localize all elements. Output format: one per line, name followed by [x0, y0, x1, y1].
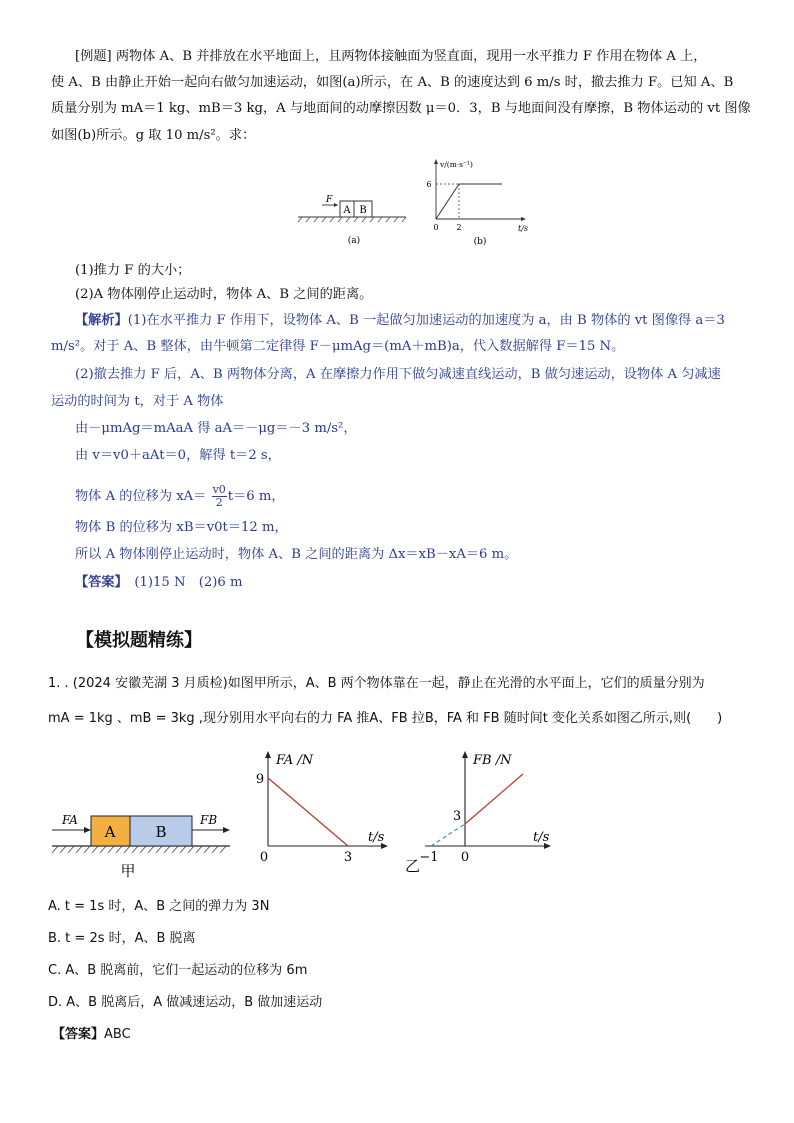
fa-xtick: 3: [343, 850, 353, 865]
figure-b-xtick: 2: [456, 223, 462, 232]
force-label: F: [326, 195, 333, 205]
problem-line-2: mA = 1kg 、mB = 3kg ,现分别用水平向右的力 FA 推A、FB 拉B，FA 和 FB 随时间t 变化关系如图乙所示,则( ): [48, 711, 723, 726]
answer-text: (1)15 N (2)6 m: [134, 575, 243, 590]
example-line-4: 如图(b)所示。g 取 10 m/s²。求：: [51, 128, 256, 143]
option-a: A. t = 1s 时，A、B 之间的弹力为 3N: [48, 899, 270, 914]
figure-a-caption: (a): [347, 236, 361, 246]
answer-tag: 【答案】: [75, 575, 122, 590]
fa-origin: 0: [259, 850, 269, 865]
answer-line: [75, 574, 243, 592]
fb-origin: 0: [460, 850, 470, 865]
figure-b: [420, 157, 530, 249]
fa-line: [268, 778, 348, 846]
answer2-tag: 【答案】: [52, 1027, 105, 1042]
figure-b-xlabel: t/s: [518, 224, 529, 233]
solution-line-7: 物体 A 的位移为 xA＝ $\frac{v0}{2}$ t＝6 m，: [75, 483, 285, 509]
fb-xlabel: t/s: [533, 830, 550, 845]
figure-yi-fa: [250, 748, 390, 868]
solution-line-6: 由 v＝v0＋aAt＝0，解得 t＝2 s，: [75, 448, 281, 463]
figure-yi-fb: [405, 748, 555, 873]
solution-line-4: 运动的时间为 t，对于 A 物体: [51, 394, 224, 409]
option-b: B. t = 2s 时，A、B 脱离: [48, 931, 196, 946]
figure-b-ytick: 6: [426, 180, 432, 189]
solution-line-9: 所以 A 物体刚停止运动时，物体 A、B 之间的距离为 Δx＝xB－xA＝6 m。: [75, 547, 518, 562]
figure-jia: [48, 800, 233, 880]
solution-line-5: 由－μmAg＝mAaA 得 aA＝－μg＝－3 m/s²，: [75, 421, 357, 436]
solution-line-2: m/s²。对于 A、B 整体，由牛顿第二定律得 F－μmAg＝(mA＋mB)a，代入数据解得 F＝15 N。: [51, 339, 625, 354]
fb-ytick: 3: [452, 809, 462, 824]
figure-a: [296, 185, 408, 247]
solution-line-3: (2)撤去推力 F 后，A、B 两物体分离，A 在摩擦力作用下做匀减速直线运动，B 做匀速运动，设物体 A 匀减速: [75, 367, 721, 382]
question-1: (1)推力 F 的大小；: [75, 263, 191, 278]
section-title: 【模拟题精练】: [76, 630, 202, 651]
fa-ytick: 9: [255, 772, 265, 787]
answer2-text: ABC: [104, 1027, 131, 1042]
answer2-line: [52, 1026, 131, 1044]
fb-neg-tick: −1: [419, 850, 439, 865]
fb-label: FB: [200, 813, 218, 827]
fa-label: FA: [62, 813, 78, 827]
fa-axis-label: FA /N: [276, 753, 314, 768]
option-c: C. A、B 脱离前，它们一起运动的位移为 6m: [48, 963, 308, 978]
question-2: (2)A 物体刚停止运动时，物体 A、B 之间的距离。: [75, 287, 373, 302]
solution-tag: 【解析】: [75, 313, 128, 328]
figure-jia-caption: 甲: [120, 862, 136, 880]
block-b-label: B: [359, 205, 367, 216]
velocity-line: [436, 184, 502, 219]
problem-line-1: 1. . (2024 安徽芜湖 3 月质检)如图甲所示，A、B 两个物体靠在一起，静止在光滑的水平面上，它们的质量分别为: [48, 676, 705, 691]
solution-line-1: 【解析】(1)在水平推力 F 作用下，设物体 A、B 一起做匀加速运动的加速度为 a，由 B 物体的 vt 图像得 a＝3: [75, 313, 725, 328]
fraction-denominator: 2: [215, 496, 223, 509]
figure-b-ylabel: v/(m·s⁻¹): [440, 160, 473, 169]
block-a-label: A: [343, 205, 351, 216]
box-b-label: B: [155, 823, 167, 841]
fraction: [212, 484, 227, 509]
fb-line: [465, 774, 523, 824]
fb-axis-label: FB /N: [473, 753, 512, 768]
fb-extrapolation: [431, 824, 465, 846]
example-line-2: 使 A、B 由静止开始一起向右做匀加速运动，如图(a)所示，在 A、B 的速度达到 6 m/s 时，撤去推力 F。已知 A、B: [51, 75, 734, 90]
figure-b-caption: (b): [473, 237, 487, 247]
example-line-3: 质量分别为 mA＝1 kg、mB＝3 kg，A 与地面间的动摩擦因数 μ＝0．3，B 与地面间没有摩擦，B 物体运动的 vt 图像: [51, 101, 751, 116]
option-d: D. A、B 脱离后，A 做减速运动，B 做加速运动: [48, 995, 323, 1010]
fraction-numerator: v0: [212, 483, 226, 496]
solution-line-8: 物体 B 的位移为 xB＝v0t＝12 m，: [75, 520, 288, 535]
figure-yi-caption: 乙: [405, 857, 421, 873]
fa-xlabel: t/s: [368, 830, 385, 845]
box-a-label: A: [104, 823, 116, 841]
example-line-1: [例题] 两物体 A、B 并排放在水平地面上，且两物体接触面为竖直面，现用一水平推力 F 作用在物体 A 上，: [75, 49, 707, 64]
example-tag: [例题]: [75, 49, 112, 64]
figure-b-origin: 0: [433, 223, 439, 232]
